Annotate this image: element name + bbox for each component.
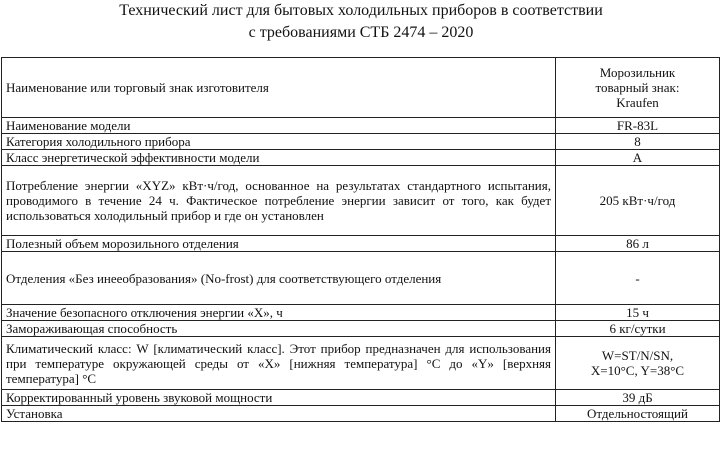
row-label: Класс энергетической эффективности модели <box>2 150 556 166</box>
row-value: 15 ч <box>556 305 720 321</box>
table-row <box>2 166 720 236</box>
value-line: Kraufen <box>616 95 659 110</box>
table-row <box>2 390 720 406</box>
row-label: Отделения «Без инееобразования» (No-frost) для соответствующего отделения <box>2 252 556 305</box>
row-label: Потребление энергии «XYZ» кВт·ч/год, основанное на результатах стандартного испытания, проводимого в течение 24 ч. Фактическое потребление энергии зависит от того, как будет использоваться холодильный прибор и где он установлен <box>2 166 556 236</box>
table-row <box>2 337 720 390</box>
table-row <box>2 58 720 118</box>
value-line: товарный знак: <box>595 80 680 95</box>
row-value: 8 <box>556 134 720 150</box>
row-value: 86 л <box>556 236 720 252</box>
table-row <box>2 118 720 134</box>
row-label: Наименование модели <box>2 118 556 134</box>
table-row <box>2 321 720 337</box>
row-value: 205 кВт·ч/год <box>556 166 720 236</box>
table-row <box>2 236 720 252</box>
row-label: Замораживающая способность <box>2 321 556 337</box>
row-value <box>556 337 720 390</box>
table-row <box>2 406 720 422</box>
row-label: Установка <box>2 406 556 422</box>
table-row <box>2 150 720 166</box>
value-line: X=10°C, Y=38°C <box>590 363 685 378</box>
value-line: Морозильник <box>599 65 676 80</box>
row-label: Категория холодильного прибора <box>2 134 556 150</box>
row-value <box>556 58 720 118</box>
row-label: Корректированный уровень звуковой мощности <box>2 390 556 406</box>
row-value: FR-83L <box>556 118 720 134</box>
row-value: Отдельностоящий <box>556 406 720 422</box>
value-line: W=ST/N/SN, <box>601 348 674 363</box>
row-value: 39 дБ <box>556 390 720 406</box>
row-value: A <box>556 150 720 166</box>
document-title <box>0 0 722 46</box>
row-value: 6 кг/сутки <box>556 321 720 337</box>
row-label: Значение безопасного отключения энергии «X», ч <box>2 305 556 321</box>
table-row <box>2 305 720 321</box>
row-label: Полезный объем морозильного отделения <box>2 236 556 252</box>
row-label: Климатический класс: W [климатический класс]. Этот прибор предназначен для использования при температуре окружающей среды от «X» [нижняя температура] °C до «Y» [верхняя температура] °C <box>2 337 556 390</box>
row-value: - <box>556 252 720 305</box>
title-line-1: Технический лист для бытовых холодильных приборов в соответствии <box>119 2 603 19</box>
row-label: Наименование или торговый знак изготовителя <box>2 58 556 118</box>
technical-sheet-table <box>1 57 720 422</box>
title-line-2: с требованиями СТБ 2474 – 2020 <box>248 24 474 41</box>
table-row <box>2 252 720 305</box>
table-row <box>2 134 720 150</box>
